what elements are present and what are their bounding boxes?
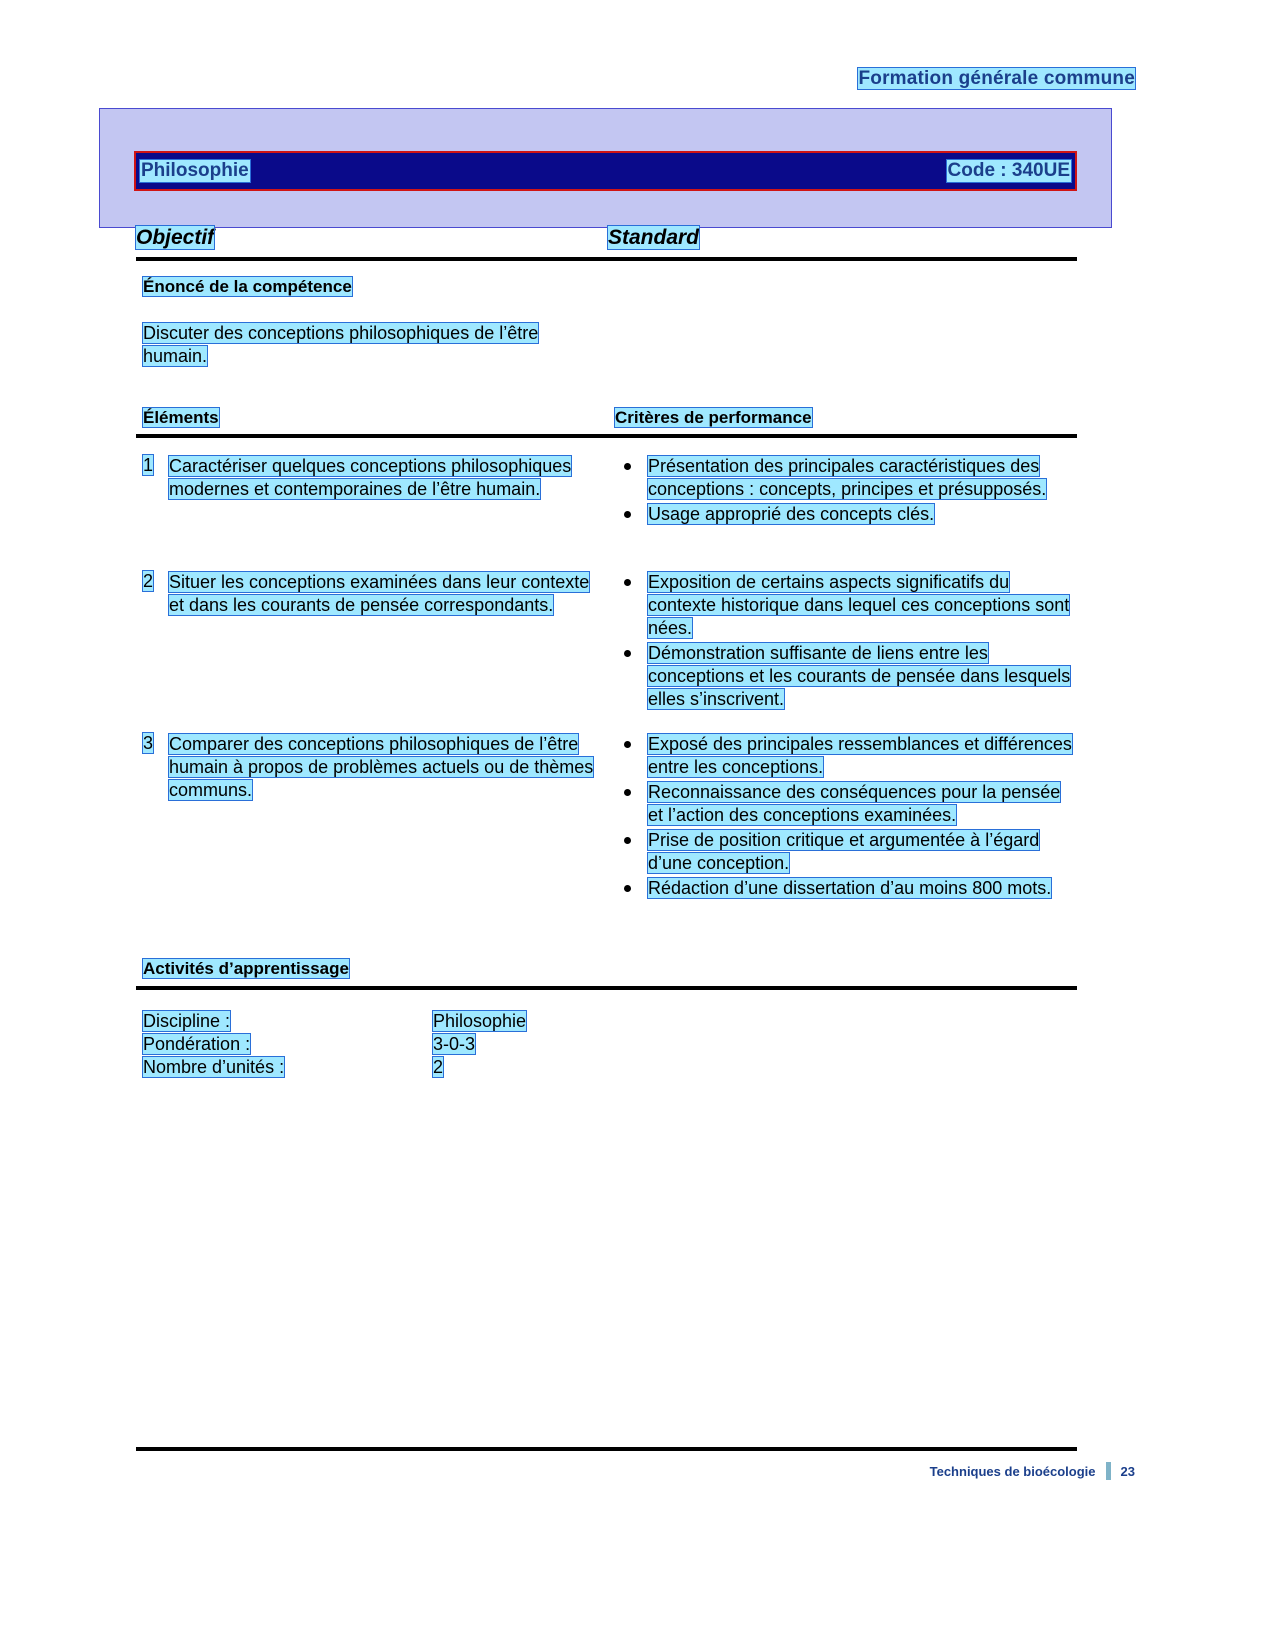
list-item — [616, 642, 1076, 711]
list-item — [616, 877, 1076, 900]
element-number-value: 3 — [143, 733, 154, 753]
activity-value-text: Philosophie — [433, 1011, 527, 1031]
element-text-value: Situer les conceptions examinées dans leur contexte et dans les courants de pensée correspondants. — [169, 572, 590, 615]
course-name: Philosophie — [141, 160, 249, 181]
footer-program: Techniques de bioécologie — [929, 1463, 1096, 1479]
bullet-icon — [624, 837, 631, 844]
objectif-col — [136, 226, 608, 250]
list-item — [616, 571, 1076, 640]
criterion-text: Présentation des principales caractéristiques des conceptions : concepts, principes et présupposés. — [648, 456, 1047, 499]
elements-heading — [143, 408, 219, 428]
criterion-text: Démonstration suffisante de liens entre les conceptions et les courants de pensée dans lesquels elles s’inscrivent. — [648, 643, 1071, 709]
standard-col — [608, 226, 1076, 250]
list-item — [616, 733, 1076, 779]
element-number — [143, 571, 153, 592]
activity-value — [433, 1010, 603, 1033]
list-item — [616, 503, 1076, 526]
bullet-icon — [624, 741, 631, 748]
rule-under-elements — [136, 434, 1077, 438]
element-number — [143, 455, 153, 476]
competence-text-value: Discuter des conceptions philosophiques de l’être humain. — [143, 323, 539, 366]
activity-label — [143, 1010, 433, 1033]
objectif-label: Objectif — [136, 226, 215, 249]
criterion-text: Exposé des principales ressemblances et différences entre les conceptions. — [648, 734, 1072, 777]
header-formation-generale — [858, 68, 1135, 90]
rule-under-objectif — [136, 257, 1077, 261]
activities-table — [143, 1010, 603, 1079]
activity-label-value: Discipline : — [143, 1011, 231, 1031]
element-text-value: Caractériser quelques conceptions philosophiques modernes et contemporaines de l’être humain. — [169, 456, 572, 499]
page-footer — [930, 1462, 1135, 1480]
criteres-list — [616, 455, 1076, 528]
bullet-icon — [624, 511, 631, 518]
competence-heading-label: Énoncé de la compétence — [143, 277, 352, 296]
activites-heading — [143, 959, 349, 979]
bullet-icon — [624, 579, 631, 586]
element-text — [169, 571, 609, 617]
bullet-icon — [624, 885, 631, 892]
activity-value — [433, 1056, 603, 1079]
activity-value-text: 2 — [433, 1057, 444, 1077]
criteres-list — [616, 733, 1076, 902]
elements-heading-label: Éléments — [143, 408, 219, 427]
criteres-heading — [615, 408, 812, 428]
element-text-value: Comparer des conceptions philosophiques de l’être humain à propos de problèmes actuels ou de thèmes communs. — [169, 734, 594, 800]
table-row — [143, 1056, 603, 1079]
list-item — [616, 829, 1076, 875]
criteres-heading-label: Critères de performance — [615, 408, 812, 427]
criterion-text: Reconnaissance des conséquences pour la pensée et l’action des conceptions examinées. — [648, 782, 1061, 825]
element-number-value: 2 — [143, 571, 154, 591]
course-title-bar — [140, 157, 1071, 185]
list-item — [616, 455, 1076, 501]
bullet-icon — [624, 650, 631, 657]
activity-label — [143, 1033, 433, 1056]
footer-page-number: 23 — [1120, 1463, 1135, 1479]
activites-heading-label: Activités d’apprentissage — [143, 959, 349, 978]
course-code: Code : 340UE — [947, 160, 1070, 181]
activity-label-value: Nombre d’unités : — [143, 1057, 285, 1077]
table-row — [143, 1010, 603, 1033]
activity-value-text: 3-0-3 — [433, 1034, 476, 1054]
header-formation-label: Formation générale commune — [858, 68, 1135, 89]
element-text — [169, 733, 609, 802]
activity-label — [143, 1056, 433, 1079]
element-number — [143, 733, 153, 754]
table-row — [143, 1033, 603, 1056]
standard-label: Standard — [608, 226, 700, 249]
criterion-text: Rédaction d’une dissertation d’au moins 800 mots. — [648, 878, 1052, 898]
element-text — [169, 455, 609, 501]
criterion-text: Usage approprié des concepts clés. — [648, 504, 935, 524]
activity-value — [433, 1033, 603, 1056]
footer-rule — [136, 1447, 1077, 1451]
activity-label-value: Pondération : — [143, 1034, 251, 1054]
bullet-icon — [624, 789, 631, 796]
rule-under-activites — [136, 986, 1077, 990]
objectif-standard-header — [136, 226, 1076, 250]
competence-heading — [143, 277, 352, 297]
bullet-icon — [624, 463, 631, 470]
footer-separator-icon — [1106, 1462, 1111, 1480]
element-number-value: 1 — [143, 455, 154, 475]
criteres-list — [616, 571, 1076, 713]
criterion-text: Exposition de certains aspects significatifs du contexte historique dans lequel ces conceptions sont nées. — [648, 572, 1070, 638]
criterion-text: Prise de position critique et argumentée à l’égard d’une conception. — [648, 830, 1040, 873]
competence-text — [143, 322, 593, 368]
list-item — [616, 781, 1076, 827]
